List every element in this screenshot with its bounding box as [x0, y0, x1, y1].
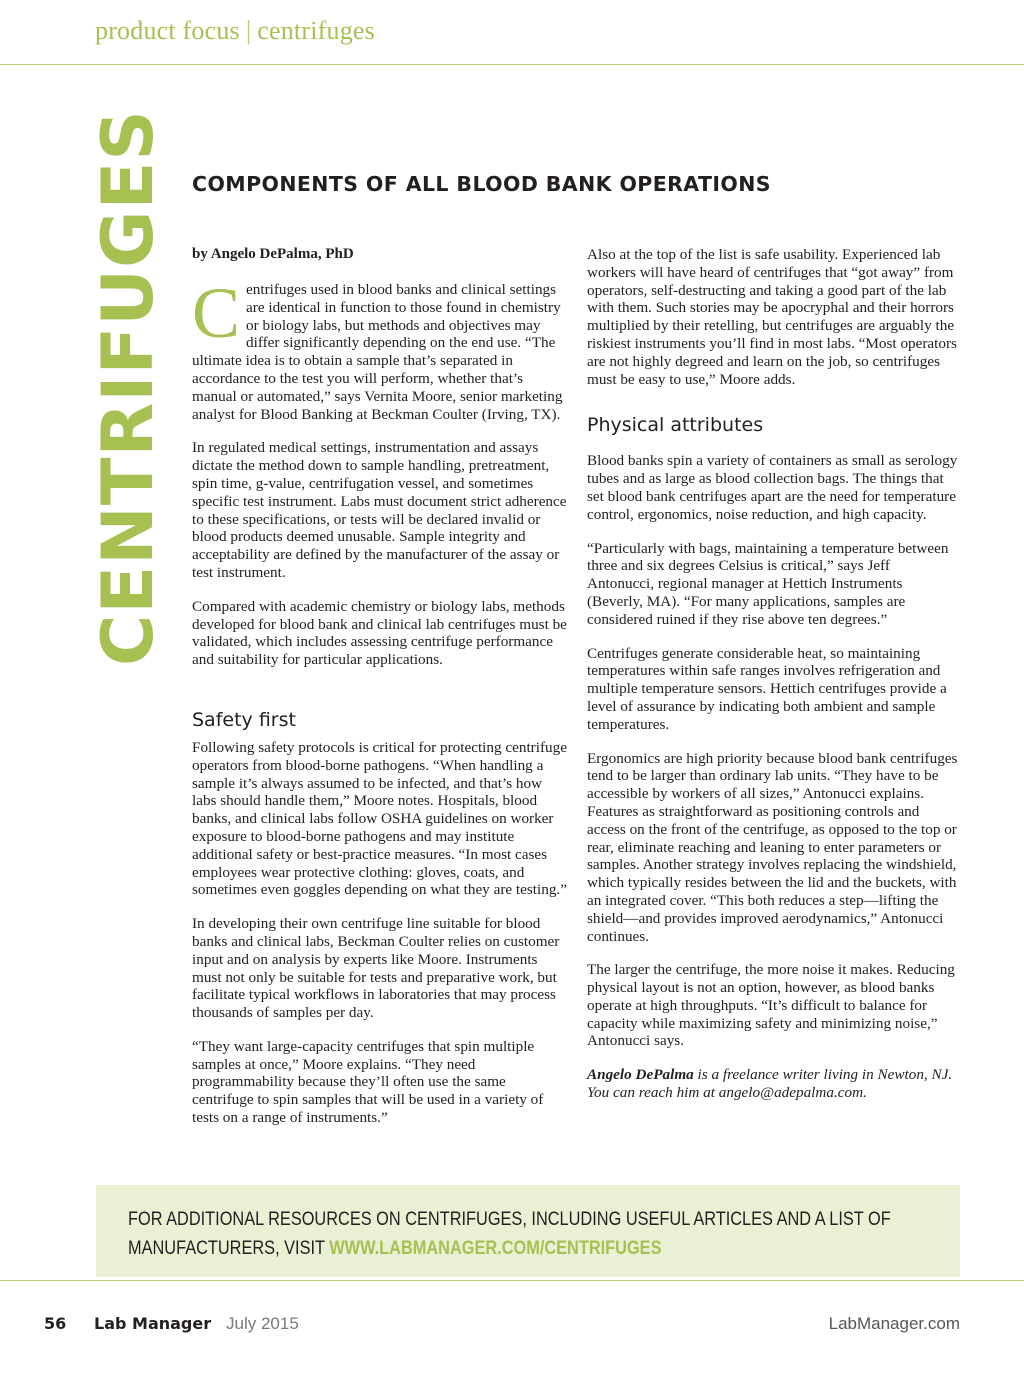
author-bio: [587, 1066, 959, 1102]
paragraph-safety-protocols: Following safety protocols is critical for protecting centrifuge operators from blood-borne pathogens. “When handling a sample it’s always assumed to be infected, and that’s how labs should handle them,” Moore notes. Hospitals, blood banks, and clinical labs follow OSHA guidelines on worker exposure to blood-borne pathogens and may institute additional safety or best-practice measures. “In most cases employees wear protective clothing: gloves, coats, and sometimes even goggles depending on what they are testing.”: [192, 738, 567, 899]
paragraph-containers: Blood banks spin a variety of containers as small as serology tubes and as large as blood collection bags. The things that set blood bank centrifuges apart are the need for temperature control, ergonomics, noise reduction, and high capacity.: [587, 452, 958, 523]
section-header: [95, 16, 375, 46]
author-bio-text: is a freelance writer living in Newton, NJ. You can reach him at angelo@adepalma.com.: [587, 1066, 953, 1102]
section-separator: |: [245, 16, 252, 45]
promo-link[interactable]: WWW.LABMANAGER.COM/CENTRIFUGES: [329, 1238, 662, 1259]
footer-divider: [0, 1280, 1024, 1281]
page-number: 56: [44, 1314, 67, 1333]
header-divider: [0, 64, 1024, 65]
section-label: product focus: [95, 16, 240, 45]
author-name: Angelo DePalma: [587, 1066, 694, 1084]
promo-message: FOR ADDITIONAL RESOURCES ON CENTRIFUGES, INCLUDING USEFUL ARTICLES AND A LIST OF MANUFACTURERS, VISIT: [128, 1209, 891, 1259]
intro-text: entrifuges used in blood banks and clinical settings are identical in function to those found in chemistry or biology labs, but methods and objectives may differ significantly depending on the end use. “The ultimate idea is to obtain a sample that’s separated in accordance to the test you will perform, whether that’s manual or automated,” says Vernita Moore, senior marketing analyst for Blood Banking at Beckman Coulter (Irving, TX).: [192, 281, 563, 423]
section-topic: centrifuges: [257, 16, 375, 45]
paragraph-large-capacity: “They want large-capacity centrifuges that spin multiple samples at once,” Moore explains. “They need programmability because they’ll often use the same centrifuge to spin samples that will be used in a variety of tests on a range of instruments.”: [192, 1037, 544, 1127]
intro-paragraph: [192, 273, 568, 423]
article-byline: by Angelo DePalma, PhD: [192, 246, 354, 262]
subhead-physical-attributes: Physical attributes: [587, 414, 764, 437]
website-url[interactable]: LabManager.com: [828, 1314, 960, 1333]
article-headline: COMPONENTS OF ALL BLOOD BANK OPERATIONS: [192, 172, 771, 196]
left-column: [192, 273, 568, 1143]
paragraph-safe-usability: Also at the top of the list is safe usability. Experienced lab workers will have heard of centrifuges that “got away” from operators, self-destructing and taking a good part of the lab with them. Such stories may be apocryphal and their horrors multiplied by their retelling, but centrifuges are arguably the riskiest instruments you’ll find in most labs. “Most operators are not highly degreed and learn on the job, so centrifuges must be easy to use,” Moore adds.: [587, 246, 957, 388]
paragraph-ergonomics: Ergonomics are high priority because blood bank centrifuges tend to be larger than ordinary lab units. “They have to be accessible by workers of all sizes,” Antonucci explains. Features as straightforward as positioning controls and access on the front of the centrifuge, as opposed to the top or rear, eliminate reaching and leaning to enter parameters or samples. Another strategy involves replacing the windshield, which typically resides between the lid and the buckets, with an integrated cover. “This both reduces a step—lifting the shield—and provides improved aerodynamics,” Antonucci continues.: [587, 749, 958, 945]
magazine-name: Lab Manager: [94, 1314, 212, 1333]
paragraph-noise: The larger the centrifuge, the more noise it makes. Reducing physical layout is not an option, however, as blood banks operate at high throughputs. “It’s difficult to balance for capacity while maximizing safety and minimizing noise,” Antonucci says.: [587, 961, 955, 1050]
resources-promo-box: [96, 1185, 960, 1277]
promo-text: [128, 1205, 936, 1263]
paragraph-beckman-coulter: In developing their own centrifuge line suitable for blood banks and clinical labs, Beckman Coulter relies on customer input and on analysis by experts like Moore. Instruments must not only be suitable for tests and preparative work, but facilitate typical workflows in laboratories that may process thousands of samples per day.: [192, 915, 560, 1022]
subhead-safety-first: Safety first: [192, 708, 296, 731]
right-column: [587, 246, 959, 1118]
vertical-title: CENTRIFUGES: [87, 109, 169, 666]
paragraph-heat: Centrifuges generate considerable heat, so maintaining temperatures within safe ranges involves refrigeration and multiple temperature sensors. Hettich centrifuges provide a level of assurance by indicating both ambient and sample temperatures.: [587, 644, 947, 733]
paragraph-regulated: In regulated medical settings, instrumentation and assays dictate the method down to sample handling, pretreatment, spin time, g-value, centrifugation vessel, and sometimes specific test instrument. Labs must document strict adherence to these specifications, or tests will be declared invalid or blood products deemed unusable. Sample integrity and acceptability are defined by the manufacturer of the assay or test instrument.: [192, 439, 567, 581]
paragraph-compared: Compared with academic chemistry or biology labs, methods developed for blood bank and clinical lab centrifuges must be validated, which includes assessing centrifuge performance and suitability for particular applications.: [192, 597, 567, 669]
issue-date: July 2015: [226, 1314, 299, 1333]
drop-cap: C: [192, 273, 241, 353]
paragraph-temperature: “Particularly with bags, maintaining a temperature between three and six degrees Celsius is critical,” says Jeff Antonucci, regional manager at Hettich Instruments (Beverly, MA). “For many applications, samples are considered ruined if they rise above ten degrees.”: [587, 539, 949, 628]
